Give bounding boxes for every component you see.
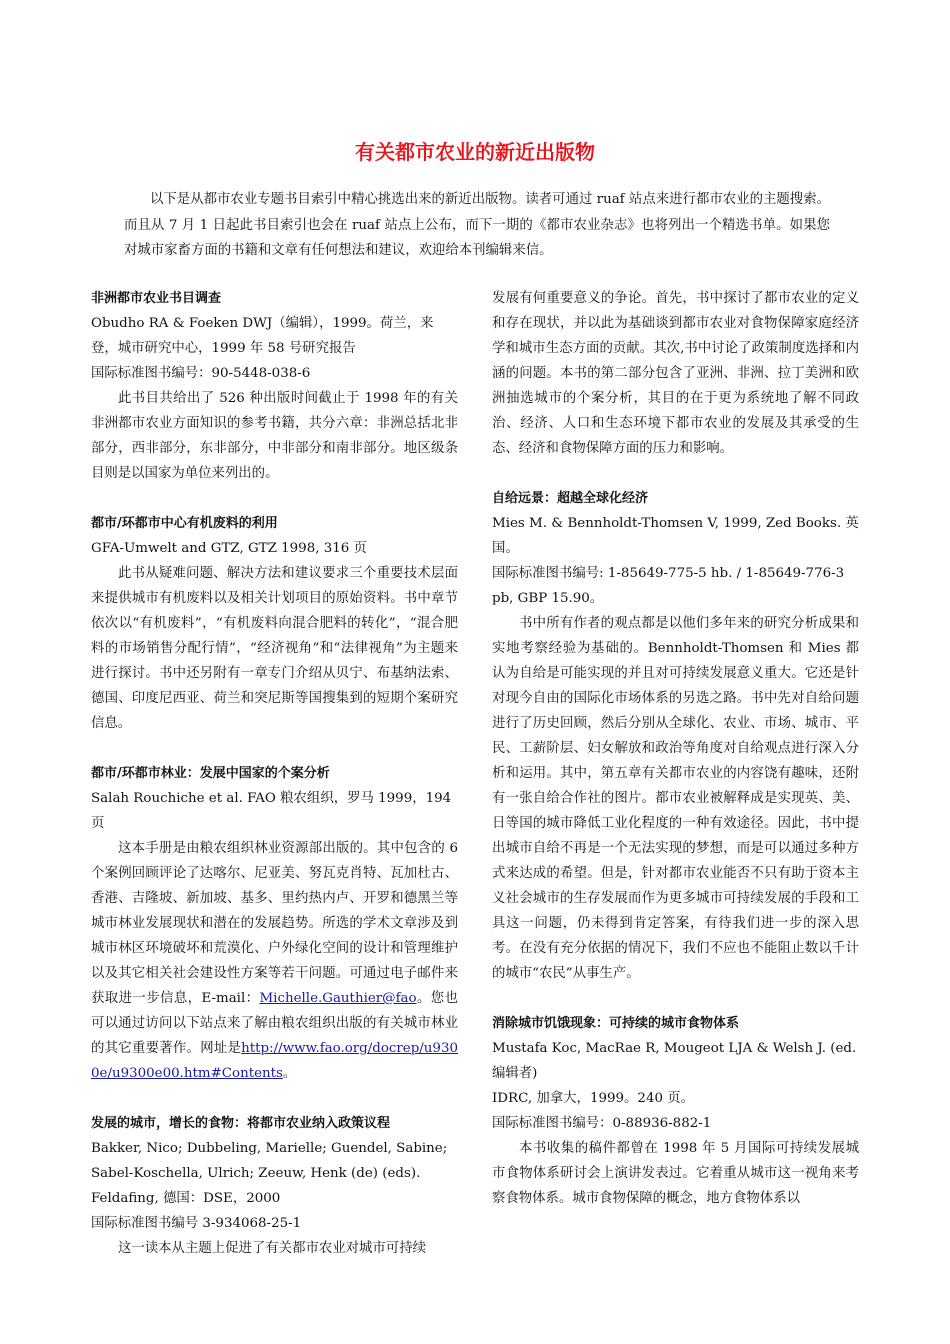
spacer <box>91 736 458 761</box>
body-text-part: 这本手册是由粮农组织林业资源部出版的。其中包含的 6 个案例回顾评论了达喀尔、尼亚美、努瓦克肖特、瓦加杜古、香港、吉隆坡、新加坡、基多、里约热内卢、开罗和德黑兰等城市林业发展现状和潜在的发展趋势。所选的学术文章涉及到城市林区环境破坏和荒漠化、户外绿化空间的设计和管理维护以及其它相关社会建设性方案等若干问题。可通过电子邮件来获取进一步信息，E-mail： <box>91 841 458 1006</box>
section-heading: 自给远景：超越全球化经济 <box>492 491 649 506</box>
section-heading: 都市/环都市林业：发展中国家的个案分析 <box>91 766 330 781</box>
section-body-continued: 发展有何重要意义的争论。首先，书中探讨了都市农业的定义和存在现状，并以此为基础谈到都市农业对食物保障家庭经济学和城市生态方面的贡献。其次,书中讨论了政策制度选择和内涵的问题。本书的第二部分包含了亚洲、非洲、拉丁美洲和欧洲抽选城市的个案分析，其目的在于更为系统地了解不同政治、经济、人口和生态环境下都市农业的发展及其承受的生态、经济和食物保障方面的压力和影响。 <box>492 291 859 456</box>
isbn: 国际标准图书编号：0-88936-882-1 <box>492 1116 712 1131</box>
section-heading: 都市/环都市中心有机废料的利用 <box>91 516 278 531</box>
email-link[interactable]: Michelle.Gauthier@fao <box>259 991 417 1006</box>
citation: Mies M. & Bennholdt-Thomsen V, 1999, Zed Books. 英国。 <box>492 516 859 556</box>
body-text-part: 。您也可以通过访问以下站点来了解由粮农组织出版的有关城市林业的其它重要著作。网址是 <box>91 991 458 1056</box>
spacer <box>91 1086 458 1111</box>
section-body <box>91 836 458 1086</box>
citation: Salah Rouchiche et al. FAO 粮农组织，罗马 1999，194 页 <box>91 791 452 831</box>
spacer <box>91 486 458 511</box>
citation: Obudho RA & Foeken DWJ（编辑），1999。荷兰，来登，城市研究中心，1999 年 58 号研究报告 <box>91 316 434 356</box>
page-title: 有关都市农业的新近出版物 <box>355 140 595 164</box>
citation: Mustafa Koc, MacRae R, Mougeot LJA & Welsh J. (ed.编辑者) <box>492 1041 857 1081</box>
left-column <box>91 286 458 1261</box>
citation: Bakker, Nico; Dubbeling, Marielle; Guendel, Sabine; Sabel-Koschella, Ulrich; Zeeuw, Henk (de) (eds). Feldafing, 德国：DSE，2000 <box>91 1141 448 1206</box>
spacer <box>492 986 859 1011</box>
section-heading: 发展的城市，增长的食物：将都市农业纳入政策议程 <box>91 1116 391 1131</box>
section-body: 此书从疑难问题、解决方法和建议要求三个重要技术层面来提供城市有机废料以及相关计划项目的原始资料。书中章节依次以“有机废料”，“有机废料向混合肥料的转化”，“混合肥料的市场销售分配行情”，“经济视角”和“法律视角”为主题来进行探讨。书中还另附有一章专门介绍从贝宁、布基纳法索、德国、印度尼西亚、荷兰和突尼斯等国搜集到的短期个案研究信息。 <box>91 566 458 731</box>
intro-paragraph: 以下是从都市农业专题书目索引中精心挑选出来的新近出版物。读者可通过 ruaf 站点来进行都市农业的主题搜索。而且从 7 月 1 日起此书目索引也会在 ruaf 站点上公布，而下一期的《都市农业杂志》也将列出一个精选书单。如果您对城市家畜方面的书籍和文章有任何想法和建议，欢迎给本刊编辑来信。 <box>124 192 830 258</box>
isbn: 国际标准图书编号：90-5448-038-6 <box>91 366 311 381</box>
publisher: IDRC, 加拿大，1999。240 页。 <box>492 1091 695 1106</box>
section-body: 此书目共给出了 526 种出版时间截止于 1998 年的有关非洲都市农业方面知识的参考书籍，共分六章：非洲总括北非部分，西非部分，东非部分，中非部分和南非部分。地区级条目则是以国家为单位来列出的。 <box>91 391 458 481</box>
spacer <box>492 461 859 486</box>
section-heading: 非洲都市农业书目调查 <box>91 291 222 306</box>
body-text-part: 。 <box>282 1066 297 1081</box>
section-body: 书中所有作者的观点都是以他们多年来的研究分析成果和实地考察经验为基础的。Bennholdt-Thomsen 和 Mies 都认为自给是可能实现的并且对可持续发展意义重大。它还是针对现今自由的国际化市场体系的另选之路。书中先对自给问题进行了历史回顾，然后分别从全球化、农业、市场、城市、平民、工薪阶层、妇女解放和政治等角度对自给观点进行深入分析和运用。其中，第五章有关都市农业的内容饶有趣味，还附有一张自给合作社的图片。都市农业被解释成是实现英、美、日等国的城市降低工业化程度的一种有效途径。因此，书中提出城市自给不再是一个无法实现的梦想，而是可以通过多种方式来达成的希望。但是，针对都市农业能否不只有助于资本主义社会城市的生存发展而作为更多城市可持续发展的手段和工具这一问题，仍未得到肯定答案，有待我们进一步的深入思考。在没有充分依据的情况下，我们不应也不能阻止数以千计的城市“农民”从事生产。 <box>492 616 859 981</box>
section-heading: 消除城市饥饿现象：可持续的城市食物体系 <box>492 1016 740 1031</box>
section-body: 本书收集的稿件都曾在 1998 年 5 月国际可持续发展城市食物体系研讨会上演讲发表过。它着重从城市这一视角来考察食物体系。城市食物保障的概念，地方食物体系以 <box>492 1141 859 1206</box>
isbn: 国际标准图书编号 3-934068-25-1 <box>91 1216 302 1231</box>
isbn: 国际标准图书编号: 1-85649-775-5 hb. / 1-85649-776-3 pb, GBP 15.90。 <box>492 566 845 606</box>
citation: GFA-Umwelt and GTZ, GTZ 1998, 316 页 <box>91 541 367 556</box>
section-body: 这一读本从主题上促进了有关都市农业对城市可持续 <box>118 1241 426 1256</box>
right-column <box>492 286 859 1211</box>
fao-url-link[interactable]: http://www.fao.org/docrep/u9300e/u9300e00.htm#Contents <box>91 1041 458 1081</box>
